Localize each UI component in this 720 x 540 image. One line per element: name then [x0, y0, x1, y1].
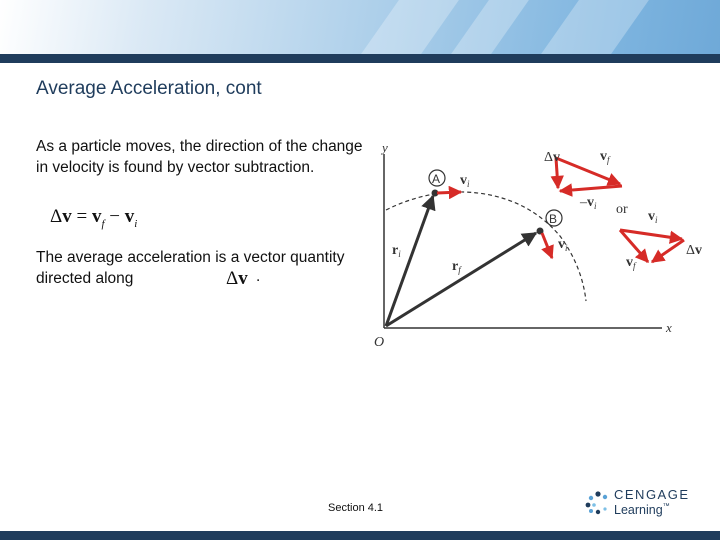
eq-sub-i: i — [134, 217, 138, 230]
label-rf: $r_f$ — [452, 259, 461, 275]
triangle2-vi-label: $v_i$ — [648, 209, 658, 225]
header-band-streak — [451, 0, 529, 54]
delta-v-equation — [50, 206, 137, 230]
label-vf-at-b: $v_i$ — [558, 237, 568, 253]
or-label: or — [616, 202, 628, 217]
cengage-logo — [584, 486, 694, 520]
eq-equals: = — [71, 206, 92, 227]
triangle1-delta-v-label: Δv — [544, 150, 561, 165]
inline-v: v — [238, 268, 248, 289]
footer-rule — [0, 531, 720, 540]
position-vector-ri — [386, 196, 433, 326]
header-band-streak — [361, 0, 459, 54]
triangle1-minus-vi — [560, 186, 622, 191]
paragraph-period: . — [256, 268, 261, 285]
paragraph-vector-subtraction: As a particle moves, the direction of the change in velocity is found by vector subtraction. — [36, 138, 363, 176]
header-band-streak — [541, 0, 649, 54]
eq-vf: v — [91, 206, 102, 227]
velocity-vf-at-b — [542, 233, 552, 258]
logo-word-cengage: CENGAGE — [614, 487, 690, 502]
position-vector-rf — [386, 233, 536, 326]
slide-title: Average Acceleration, cont — [36, 78, 262, 99]
label-ri: $r_i$ — [392, 243, 401, 259]
inline-delta-v — [226, 268, 248, 290]
logo-word-learning: Learning™ — [614, 503, 670, 517]
eq-vi: v — [124, 206, 135, 227]
triangle2-vi — [620, 230, 682, 239]
header-band — [0, 0, 720, 54]
origin-label: O — [374, 335, 385, 350]
velocity-vi-at-a — [437, 192, 461, 193]
label-vi-at-a: $v_i$ — [460, 173, 470, 189]
section-number: Section 4.1 — [328, 502, 384, 514]
eq-sub-f: f — [101, 217, 105, 230]
point-b-label: B — [549, 212, 558, 226]
vector-diagram — [364, 136, 720, 350]
triangle1-vf — [556, 158, 620, 184]
paragraph-average-acceleration: The average acceleration is a vector quantity directed along — [36, 249, 345, 287]
triangle1-minus-vi-label: $-v_i$ — [580, 195, 597, 211]
y-axis-label: y — [382, 140, 388, 155]
inline-delta: Δ — [226, 268, 239, 289]
point-a-label: A — [432, 172, 441, 186]
cengage-dots-icon — [584, 490, 612, 516]
triangle2-vf-label: $v_f$ — [626, 255, 636, 271]
eq-v: v — [62, 206, 72, 227]
eq-minus: − — [104, 206, 125, 227]
triangle2-delta-v-label: Δv — [686, 243, 703, 258]
triangle2-delta-v — [652, 240, 684, 262]
eq-delta: Δ — [50, 206, 63, 227]
triangle1-vf-label: $v_f$ — [600, 149, 610, 165]
header-rule — [0, 54, 720, 63]
x-axis-label: x — [666, 320, 672, 335]
